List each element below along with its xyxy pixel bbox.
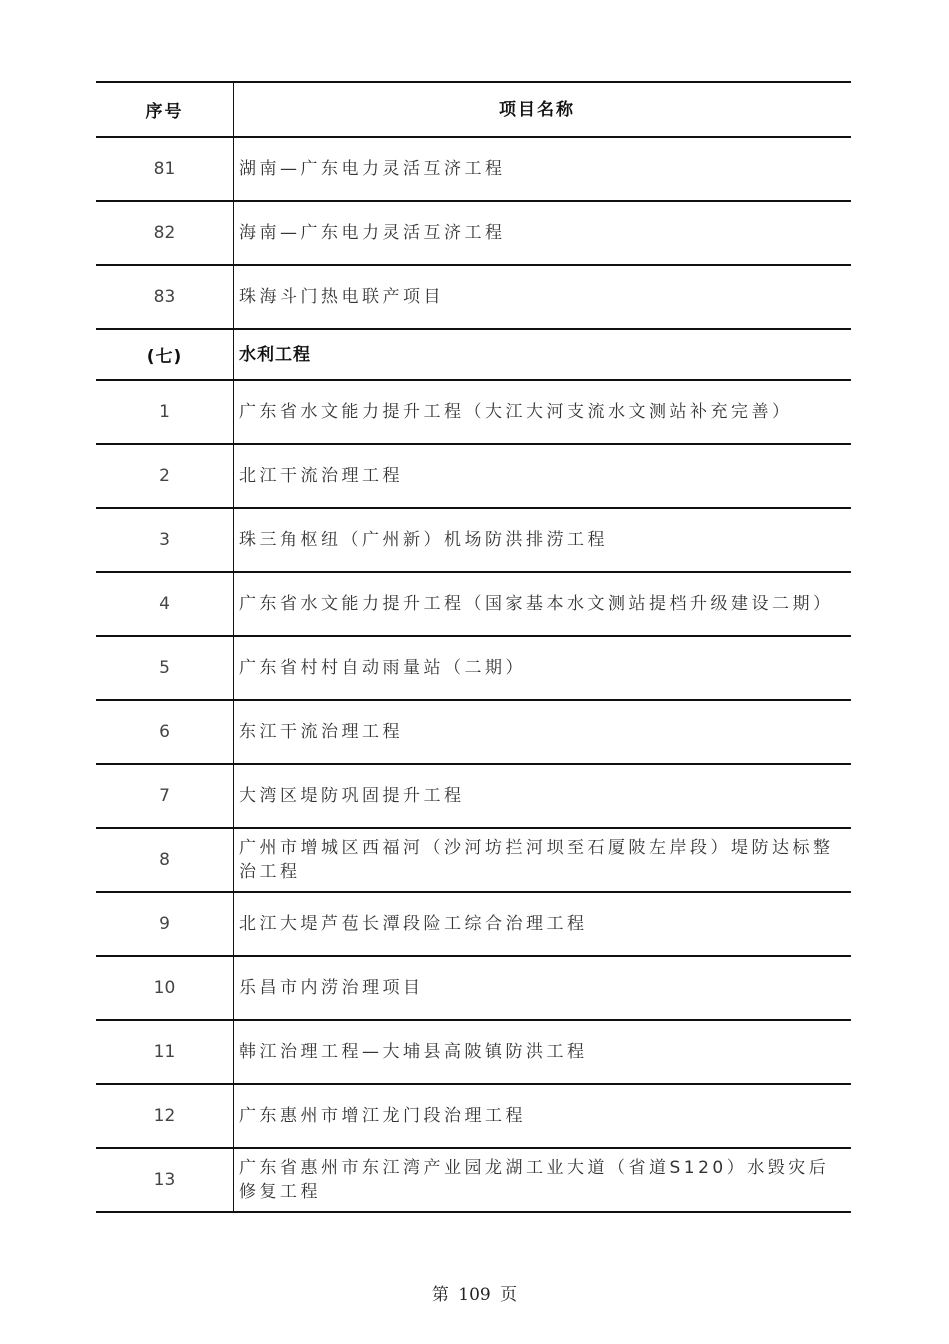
- project-table: [96, 81, 851, 1213]
- project-name-cell: 广州市增城区西福河（沙河坊拦河坝至石厦陂左岸段）堤防达标整治工程: [239, 838, 834, 882]
- project-name-cell: 珠三角枢纽（广州新）机场防洪排涝工程: [239, 530, 608, 550]
- table-row: [96, 637, 851, 701]
- serial-number-cell: 6: [96, 701, 234, 763]
- serial-number-cell: 81: [96, 138, 234, 200]
- serial-number-cell: 82: [96, 202, 234, 264]
- serial-number-cell: 10: [96, 957, 234, 1019]
- table-row: [96, 701, 851, 765]
- table-row: [96, 957, 851, 1021]
- serial-number-cell: 13: [96, 1149, 234, 1211]
- project-name-cell: 北江干流治理工程: [239, 466, 403, 486]
- serial-number-cell: (七): [96, 330, 234, 379]
- table-row: [96, 1021, 851, 1085]
- project-name-cell: 海南—广东电力灵活互济工程: [239, 223, 506, 243]
- project-name-cell: 湖南—广东电力灵活互济工程: [239, 159, 506, 179]
- table-row: [96, 202, 851, 266]
- project-name-cell: 广东惠州市增江龙门段治理工程: [239, 1106, 526, 1126]
- section-row: [96, 330, 851, 381]
- serial-number-cell: 8: [96, 829, 234, 891]
- table-body: [96, 138, 851, 1213]
- header-serial-number: 序号: [96, 83, 234, 136]
- serial-number-cell: 2: [96, 445, 234, 507]
- table-row: [96, 1085, 851, 1149]
- serial-number-cell: 83: [96, 266, 234, 328]
- table-row: [96, 266, 851, 330]
- serial-number-cell: 9: [96, 893, 234, 955]
- project-name-cell: 水利工程: [239, 344, 311, 365]
- serial-number-cell: 1: [96, 381, 234, 443]
- project-name-cell: 大湾区堤防巩固提升工程: [239, 786, 465, 806]
- project-name-cell: 珠海斗门热电联产项目: [239, 287, 444, 307]
- header-project-name: 项目名称: [499, 99, 575, 120]
- project-name-cell: 韩江治理工程—大埔县高陂镇防洪工程: [239, 1042, 588, 1062]
- table-row: [96, 893, 851, 957]
- project-name-cell: 乐昌市内涝治理项目: [239, 978, 424, 998]
- table-row: [96, 573, 851, 637]
- project-name-cell: 广东省村村自动雨量站（二期）: [239, 658, 526, 678]
- table-row: [96, 509, 851, 573]
- project-name-cell: 北江大堤芦苞长潭段险工综合治理工程: [239, 914, 588, 934]
- serial-number-cell: 3: [96, 509, 234, 571]
- project-name-cell: 广东省水文能力提升工程（国家基本水文测站提档升级建设二期）: [239, 594, 834, 614]
- project-name-cell: 东江干流治理工程: [239, 722, 403, 742]
- serial-number-cell: 11: [96, 1021, 234, 1083]
- table-row: [96, 138, 851, 202]
- table-row: [96, 1149, 851, 1213]
- table-header-row: [96, 81, 851, 138]
- serial-number-cell: 4: [96, 573, 234, 635]
- table-row: [96, 445, 851, 509]
- project-name-cell: 广东省惠州市东江湾产业园龙湖工业大道（省道S120）水毁灾后修复工程: [239, 1158, 830, 1202]
- table-row: [96, 381, 851, 445]
- page-number: 第 109 页: [431, 1285, 518, 1305]
- table-row: [96, 765, 851, 829]
- serial-number-cell: 12: [96, 1085, 234, 1147]
- serial-number-cell: 7: [96, 765, 234, 827]
- serial-number-cell: 5: [96, 637, 234, 699]
- project-name-cell: 广东省水文能力提升工程（大江大河支流水文测站补充完善）: [239, 402, 793, 422]
- table-row: [96, 829, 851, 893]
